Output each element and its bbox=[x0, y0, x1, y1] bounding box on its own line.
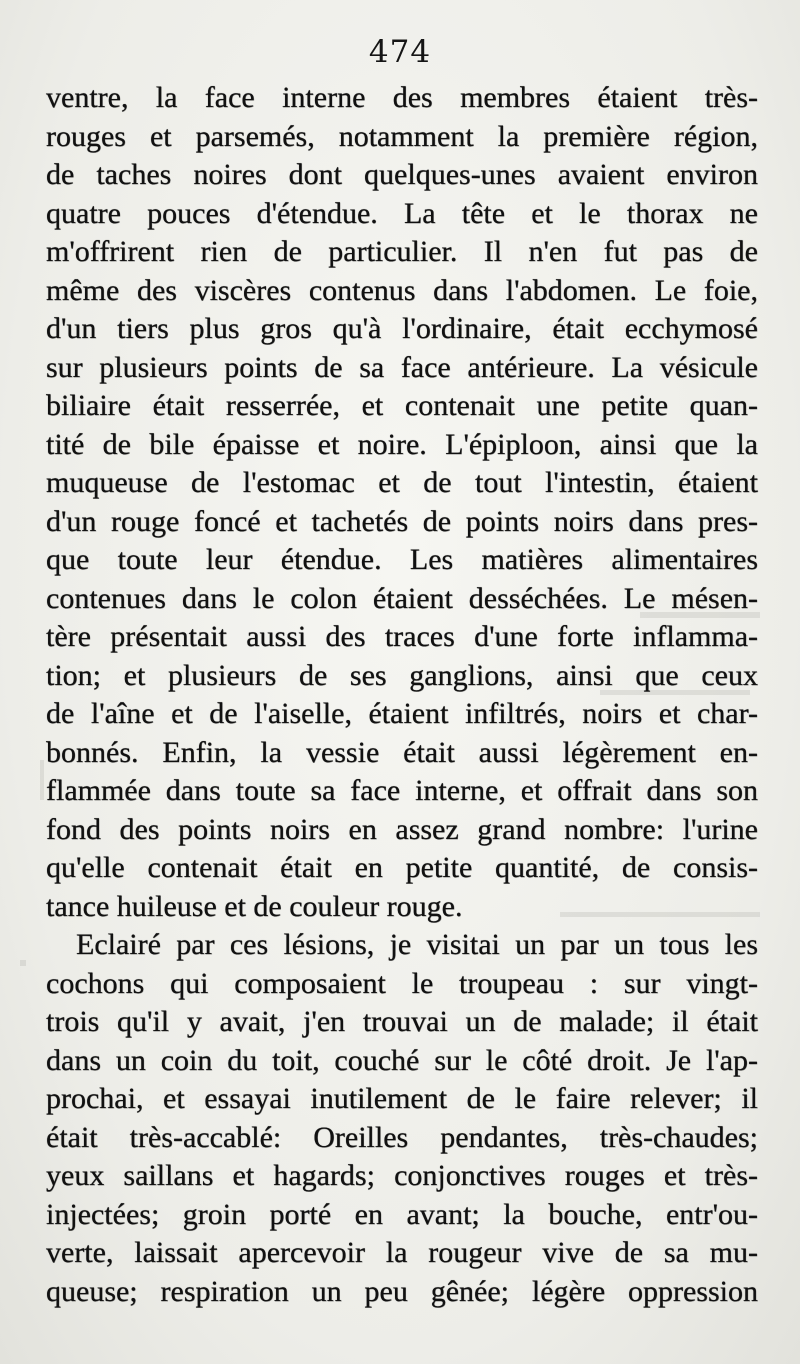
text-line: de taches noires dont quelques-unes avaient environ bbox=[46, 158, 758, 191]
text-line: rouges et parsemés, notamment la première région, bbox=[46, 119, 758, 153]
text-line: ventre, la face interne des membres étaient très- bbox=[46, 81, 758, 114]
page-number: 474 bbox=[368, 34, 432, 70]
text-line: queuse; respiration un peu gênée; légère oppression bbox=[46, 1274, 758, 1308]
text-line: d'un tiers plus gros qu'à l'ordinaire, était ecchymosé bbox=[46, 312, 758, 345]
text-line: Eclairé par ces lésions, je visitai un par un tous les bbox=[76, 928, 758, 961]
text-line: sur plusieurs points de sa face antérieure. La vésicule bbox=[46, 350, 758, 384]
text-line: d'un rouge foncé et tachetés de points noirs dans pres- bbox=[46, 504, 758, 538]
text-line: que toute leur étendue. Les matières alimentaires bbox=[46, 543, 758, 576]
text-line: verte, laissait apercevoir la rougeur vive de sa mu- bbox=[46, 1236, 758, 1269]
text-line: m'offrirent rien de particulier. Il n'en fut pas de bbox=[46, 235, 758, 268]
text-line: trois qu'il y avait, j'en trouvai un de malade; il était bbox=[46, 1005, 758, 1038]
text-line: prochai, et essayai inutilement de le faire relever; il bbox=[46, 1082, 758, 1115]
text-line: biliaire était resserrée, et contenait une petite quan- bbox=[46, 389, 758, 422]
paragraph-2 bbox=[46, 926, 758, 1311]
text-line: tité de bile épaisse et noire. L'épiploon, ainsi que la bbox=[46, 427, 758, 461]
text-line: qu'elle contenait était en petite quantité, de consis- bbox=[46, 851, 758, 884]
text-line: tance huileuse et de couleur rouge. bbox=[46, 889, 463, 923]
text-line: était très-accablé: Oreilles pendantes, très-chaudes; bbox=[46, 1120, 758, 1154]
text-line: injectées; groin porté en avant; la bouche, entr'ou- bbox=[46, 1197, 758, 1231]
text-line: même des viscères contenus dans l'abdomen. Le foie, bbox=[46, 273, 758, 307]
text-line: tère présentait aussi des traces d'une forte inflamma- bbox=[46, 620, 758, 653]
body-text bbox=[46, 79, 758, 1311]
text-line: dans un coin du toit, couché sur le côté droit. Je l'ap- bbox=[46, 1043, 758, 1077]
paragraph-1 bbox=[46, 79, 758, 926]
text-line: fond des points noirs en assez grand nombre: l'urine bbox=[46, 812, 758, 846]
text-line: contenues dans le colon étaient desséchées. Le mésen- bbox=[46, 581, 758, 615]
text-line: quatre pouces d'étendue. La tête et le thorax ne bbox=[46, 196, 758, 230]
text-line: cochons qui composaient le troupeau : sur vingt- bbox=[46, 966, 758, 1000]
text-line: de l'aîne et de l'aiselle, étaient infiltrés, noirs et char- bbox=[46, 697, 758, 730]
text-line: bonnés. Enfin, la vessie était aussi légèrement en- bbox=[46, 735, 758, 769]
text-line: yeux saillans et hagards; conjonctives rouges et très- bbox=[46, 1159, 758, 1192]
text-line: flammée dans toute sa face interne, et offrait dans son bbox=[46, 774, 758, 807]
text-line: muqueuse de l'estomac et de tout l'intestin, étaient bbox=[46, 466, 758, 499]
text-line: tion; et plusieurs de ses ganglions, ainsi que ceux bbox=[46, 658, 758, 692]
